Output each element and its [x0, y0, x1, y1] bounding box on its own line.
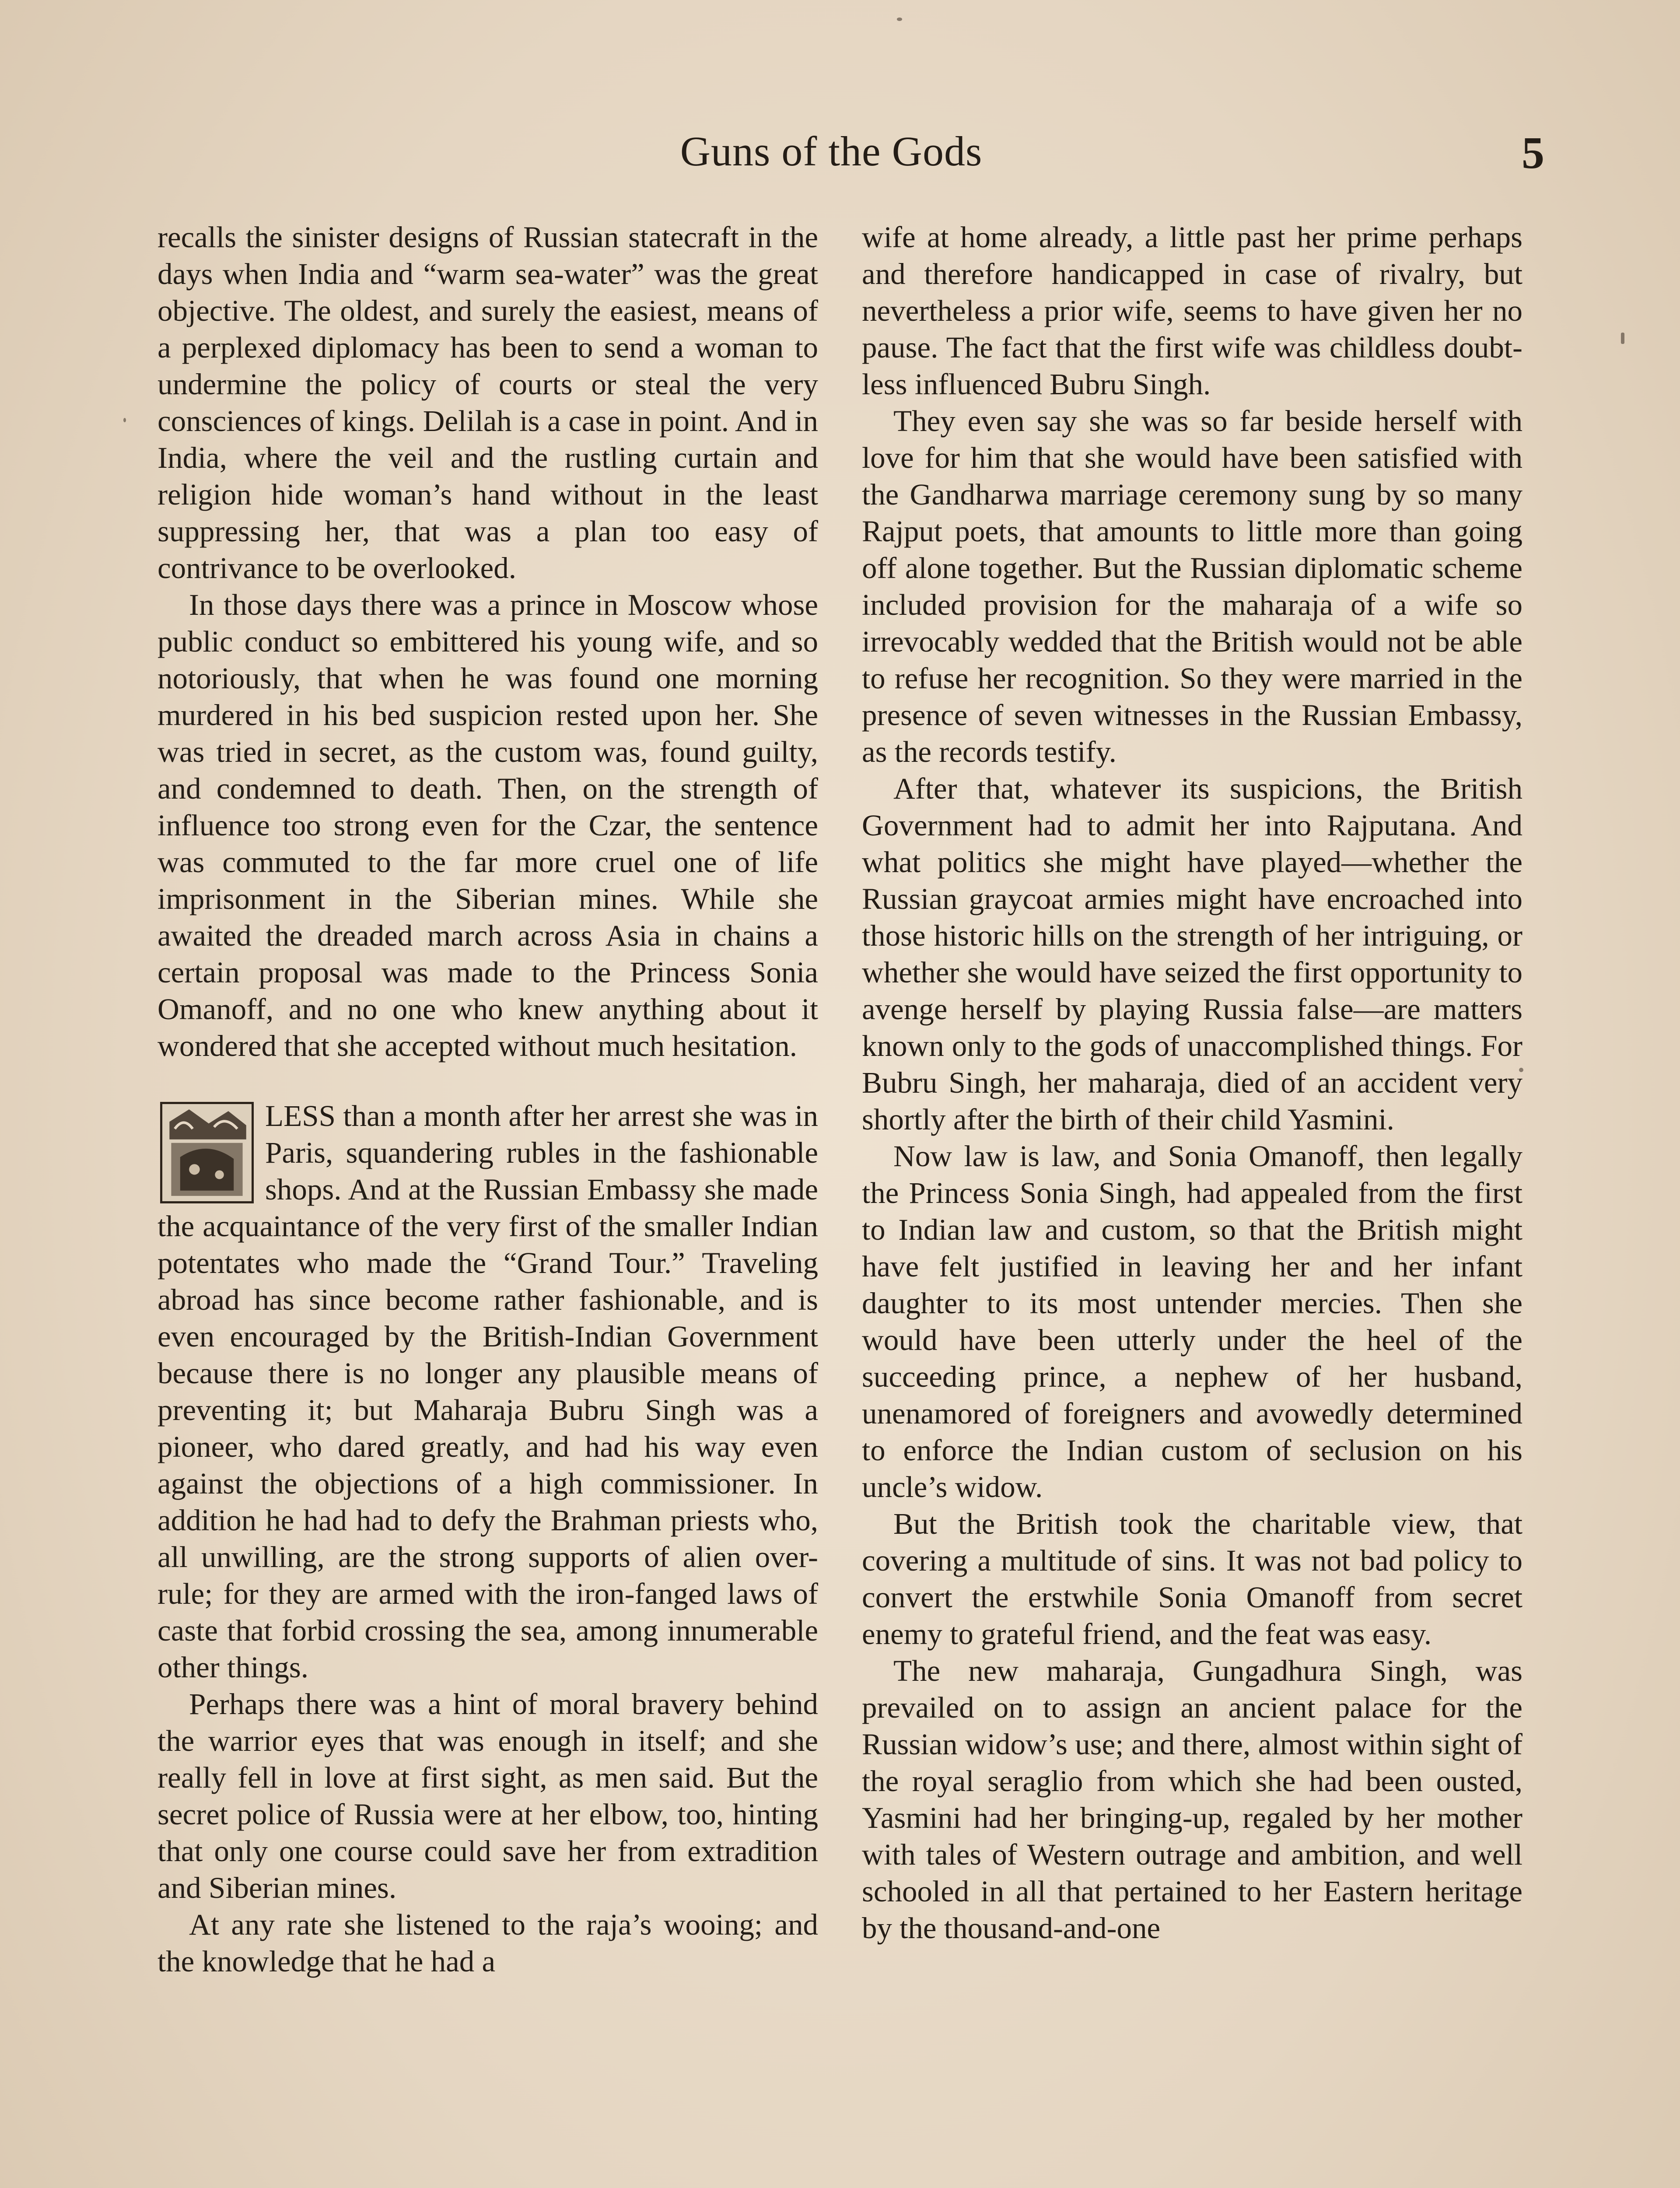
- paragraph: Now law is law, and Sonia Omanoff, then legally the Princess Sonia Singh, had appealed from the first to Indian law and custom, so that the British might have felt justified in leaving her and her infant daughter to its most untender mercies. Then she would have been utterly under the heel of the succeeding prince, a nephew of her husband, unenamored of foreigners and avowedly determined to enforce the Indian custom of seclusion on his uncle’s widow.: [862, 1140, 1522, 1504]
- paragraph: After that, whatever its suspicions, the British Government had to admit her into Rajputana. And what politics she might have played—whether the Russian graycoat armies might have encroached into those historic hills on the strength of her intriguing, or whether she would have seized the first opportunity to avenge herself by playing Russia false—are matters known only to the gods of unaccomplished things. For Bubru Singh, her maharaja, died of an accident very shortly after the birth of their child Yasmini.: [862, 772, 1522, 1136]
- paragraph: They even say she was so far beside herself with love for him that she would have been satisfied with the Gandharwa marriage ceremony sung by so many Rajput poets, that amounts to little more than going off alone together. But the Russian diplomatic scheme included provision for the maharaja of a wife so irrevocably wedded that the British would not be able to refuse her recognition. So they were married in the presence of seven witnesses in the Russian Embassy, as the records testify.: [862, 404, 1522, 768]
- decorative-initial-icon: [160, 1102, 254, 1203]
- paragraph: Perhaps there was a hint of moral bravery behind the warrior eyes that was enough in itself; and she really fell in love at first sight, as men said. But the secret police of Russia were at her elbow, too, hinting that only one course could save her from extradition and Siberian mines.: [158, 1687, 818, 1904]
- paper-speck: [123, 418, 126, 422]
- page-number: 5: [1522, 128, 1544, 178]
- section-start: [158, 1098, 818, 1686]
- right-column: [862, 219, 1522, 1946]
- paragraph: But the British took the charitable view, that covering a multitude of sins. It was not bad policy to convert the erstwhile Sonia Omanoff from secret enemy to grateful friend, and the feat was easy.: [862, 1507, 1522, 1651]
- paragraph: LESS than a month after her arrest she was in Paris, squandering rubles in the fashionable shops. And at the Russian Embassy she made the acquaintance of the very first of the smaller Indian potentates who made the “Grand Tour.” Traveling abroad has since become rather fashionable, and is even encouraged by the British-Indian Government because there is no longer any plausible means of preventing it; but Maharaja Bubru Singh was a pioneer, who dared greatly, and had his way even against the objections of a high commissioner. In addition he had had to defy the Brahman priests who, all unwilling, are the strong supports of alien over-rule; for they are armed with the iron-fanged laws of caste that forbid crossing the sea, among innumerable other things.: [158, 1099, 818, 1684]
- paragraph: recalls the sinister designs of Russian statecraft in the days when India and “warm sea-water” was the great objective. The oldest, and surely the easiest, means of a perplexed diplomacy has been to send a woman to undermine the policy of courts or steal the very consciences of kings. Delilah is a case in point. And in India, where the veil and the rustling curtain and religion hide woman’s hand without in the least suppressing her, that was a plan too easy of contrivance to be overlooked.: [158, 221, 818, 585]
- paragraph: In those days there was a prince in Moscow whose public conduct so embittered his young wife, and so notoriously, that when he was found one morning murdered in his bed suspicion rested upon her. She was tried in secret, as the custom was, found guilty, and condemned to death. Then, on the strength of influence too strong even for the Czar, the sentence was commuted to the far more cruel one of life imprisonment in the Siberian mines. While she awaited the dreaded march across Asia in chains a certain proposal was made to the Princess Sonia Omanoff, and no one who knew anything about it wondered that she accepted without much hesitation.: [158, 588, 818, 1062]
- paragraph: wife at home already, a little past her prime perhaps and therefore handicapped in case of rivalry, but nevertheless a prior wife, seems to have given her no pause. The fact that the first wife was childless doubtless influenced Bubru Singh.: [862, 221, 1522, 401]
- left-column: [158, 219, 818, 1980]
- paper-speck: [897, 18, 902, 21]
- paper-speck: [1621, 333, 1624, 344]
- running-head: Guns of the Gods: [680, 128, 983, 175]
- paragraph: At any rate she listened to the raja’s wooing; and the knowledge that he had a: [158, 1908, 818, 1978]
- paragraph: The new maharaja, Gungadhura Singh, was prevailed on to assign an ancient palace for the Russian widow’s use; and there, almost within sight of the royal seraglio from which she had been ousted, Yasmini had her bringing-up, regaled by her mother with tales of Western outrage and ambition, and well schooled in all that pertained to her Eastern heritage by the thousand-and-one: [862, 1654, 1522, 1945]
